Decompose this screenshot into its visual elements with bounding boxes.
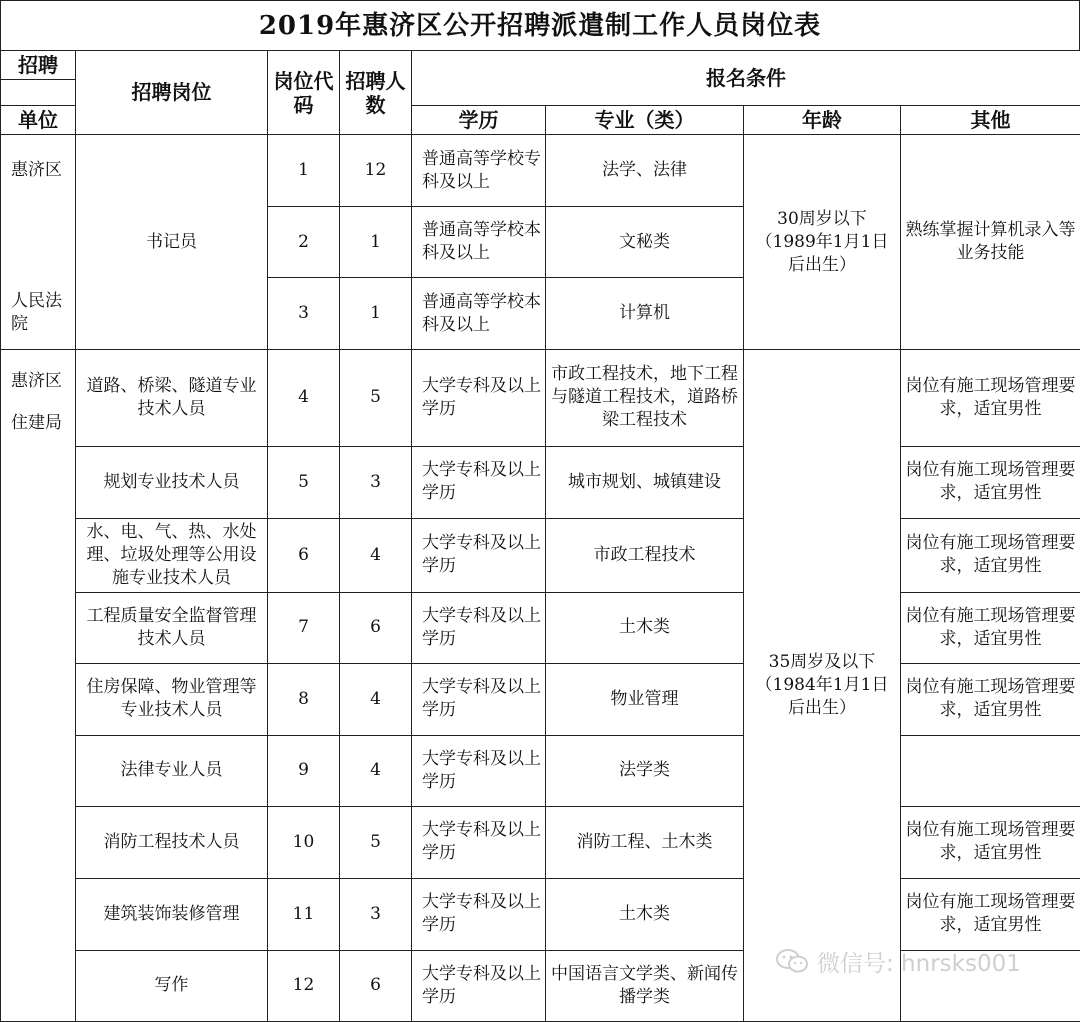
unit-label: 人民法院 — [1, 278, 76, 350]
header-unit-bottom: 单位 — [1, 106, 76, 135]
watermark-text: 微信号: hnrsks001 — [817, 945, 1021, 978]
table-row — [1, 446, 1080, 518]
position-cell: 建筑装饰装修管理 — [76, 878, 268, 950]
header-major: 专业（类） — [546, 106, 744, 135]
position-cell: 住房保障、物业管理等专业技术人员 — [76, 663, 268, 735]
unit-blank — [1, 878, 76, 950]
code-cell: 10 — [268, 806, 340, 878]
watermark — [775, 944, 1065, 978]
major-cell: 中国语言文学类、新闻传播学类 — [546, 950, 744, 1021]
count-cell: 1 — [340, 207, 412, 278]
count-cell: 1 — [340, 278, 412, 350]
education-cell: 大学专科及以上学历 — [412, 518, 546, 592]
code-cell: 9 — [268, 735, 340, 806]
header-conditions: 报名条件 — [412, 51, 1080, 106]
table-row — [1, 878, 1080, 950]
other-cell: 岗位有施工现场管理要求，适宜男性 — [901, 350, 1080, 447]
count-cell: 6 — [340, 950, 412, 1021]
count-cell: 4 — [340, 663, 412, 735]
code-cell: 11 — [268, 878, 340, 950]
education-cell: 大学专科及以上学历 — [412, 663, 546, 735]
position-cell: 写作 — [76, 950, 268, 1021]
table-row — [1, 663, 1080, 735]
unit-blank — [1, 806, 76, 878]
code-cell: 2 — [268, 207, 340, 278]
unit-blank — [1, 663, 76, 735]
education-cell: 大学专科及以上学历 — [412, 735, 546, 806]
other-cell: 熟练掌握计算机录入等业务技能 — [901, 135, 1080, 350]
position-cell: 法律专业人员 — [76, 735, 268, 806]
count-cell: 12 — [340, 135, 412, 207]
major-cell: 土木类 — [546, 878, 744, 950]
other-cell: 岗位有施工现场管理要求，适宜男性 — [901, 518, 1080, 592]
count-cell: 4 — [340, 735, 412, 806]
count-cell: 5 — [340, 350, 412, 447]
education-cell: 大学专科及以上学历 — [412, 950, 546, 1021]
table-title: 2019年惠济区公开招聘派遣制工作人员岗位表 — [0, 0, 1080, 51]
unit-label-line2: 住建局 — [11, 402, 71, 444]
age-cell: 30周岁以下（1989年1月1日后出生） — [744, 135, 901, 350]
position-cell: 消防工程技术人员 — [76, 806, 268, 878]
position-cell: 水、电、气、热、水处理、垃圾处理等公用设施专业技术人员 — [76, 518, 268, 592]
unit-blank — [1, 518, 76, 592]
major-cell: 计算机 — [546, 278, 744, 350]
age-cell: 35周岁及以下（1984年1月1日后出生） — [744, 350, 901, 1022]
other-cell: 岗位有施工现场管理要求，适宜男性 — [901, 446, 1080, 518]
position-cell: 道路、桥梁、隧道专业技术人员 — [76, 350, 268, 447]
code-cell: 5 — [268, 446, 340, 518]
position-cell: 工程质量安全监督管理技术人员 — [76, 592, 268, 663]
major-cell: 文秘类 — [546, 207, 744, 278]
other-cell — [901, 735, 1080, 806]
count-cell: 5 — [340, 806, 412, 878]
table-row — [1, 806, 1080, 878]
major-cell: 土木类 — [546, 592, 744, 663]
unit-blank — [1, 950, 76, 1021]
education-cell: 普通高等学校本科及以上 — [412, 207, 546, 278]
wechat-icon — [775, 948, 809, 974]
header-count: 招聘人数 — [340, 51, 412, 135]
education-cell: 大学专科及以上学历 — [412, 592, 546, 663]
table-row — [1, 518, 1080, 592]
code-cell: 1 — [268, 135, 340, 207]
unit-blank — [1, 446, 76, 518]
code-cell: 12 — [268, 950, 340, 1021]
code-cell: 4 — [268, 350, 340, 447]
education-cell: 普通高等学校本科及以上 — [412, 278, 546, 350]
recruitment-table — [0, 50, 1080, 1022]
unit-label: 惠济区 — [1, 135, 76, 207]
count-cell: 6 — [340, 592, 412, 663]
education-cell: 大学专科及以上学历 — [412, 350, 546, 447]
table-row — [1, 135, 1080, 207]
major-cell: 城市规划、城镇建设 — [546, 446, 744, 518]
header-other: 其他 — [901, 106, 1080, 135]
unit-blank — [1, 592, 76, 663]
code-cell: 8 — [268, 663, 340, 735]
header-unit-top: 招聘 — [1, 51, 76, 80]
education-cell: 大学专科及以上学历 — [412, 806, 546, 878]
major-cell: 物业管理 — [546, 663, 744, 735]
position-cell: 规划专业技术人员 — [76, 446, 268, 518]
major-cell: 市政工程技术 — [546, 518, 744, 592]
table-row — [1, 350, 1080, 447]
unit-blank — [1, 207, 76, 278]
other-cell: 岗位有施工现场管理要求，适宜男性 — [901, 663, 1080, 735]
header-unit-gap — [1, 80, 76, 106]
unit-label-line1: 惠济区 — [11, 360, 71, 402]
education-cell: 普通高等学校专科及以上 — [412, 135, 546, 207]
major-cell: 消防工程、土木类 — [546, 806, 744, 878]
position-cell: 书记员 — [76, 135, 268, 350]
count-cell: 4 — [340, 518, 412, 592]
header-position: 招聘岗位 — [76, 51, 268, 135]
count-cell: 3 — [340, 878, 412, 950]
unit-blank — [1, 735, 76, 806]
header-code: 岗位代码 — [268, 51, 340, 135]
header-age: 年龄 — [744, 106, 901, 135]
major-cell: 市政工程技术，地下工程与隧道工程技术，道路桥梁工程技术 — [546, 350, 744, 447]
major-cell: 法学、法律 — [546, 135, 744, 207]
code-cell: 7 — [268, 592, 340, 663]
table-row — [1, 592, 1080, 663]
unit-label — [1, 350, 76, 447]
other-cell: 岗位有施工现场管理要求，适宜男性 — [901, 806, 1080, 878]
table-row — [1, 735, 1080, 806]
code-cell: 3 — [268, 278, 340, 350]
header-row-1 — [1, 51, 1080, 80]
education-cell: 大学专科及以上学历 — [412, 446, 546, 518]
other-cell: 岗位有施工现场管理要求，适宜男性 — [901, 592, 1080, 663]
count-cell: 3 — [340, 446, 412, 518]
other-cell: 岗位有施工现场管理要求，适宜男性 — [901, 878, 1080, 950]
code-cell: 6 — [268, 518, 340, 592]
education-cell: 大学专科及以上学历 — [412, 878, 546, 950]
major-cell: 法学类 — [546, 735, 744, 806]
header-education: 学历 — [412, 106, 546, 135]
